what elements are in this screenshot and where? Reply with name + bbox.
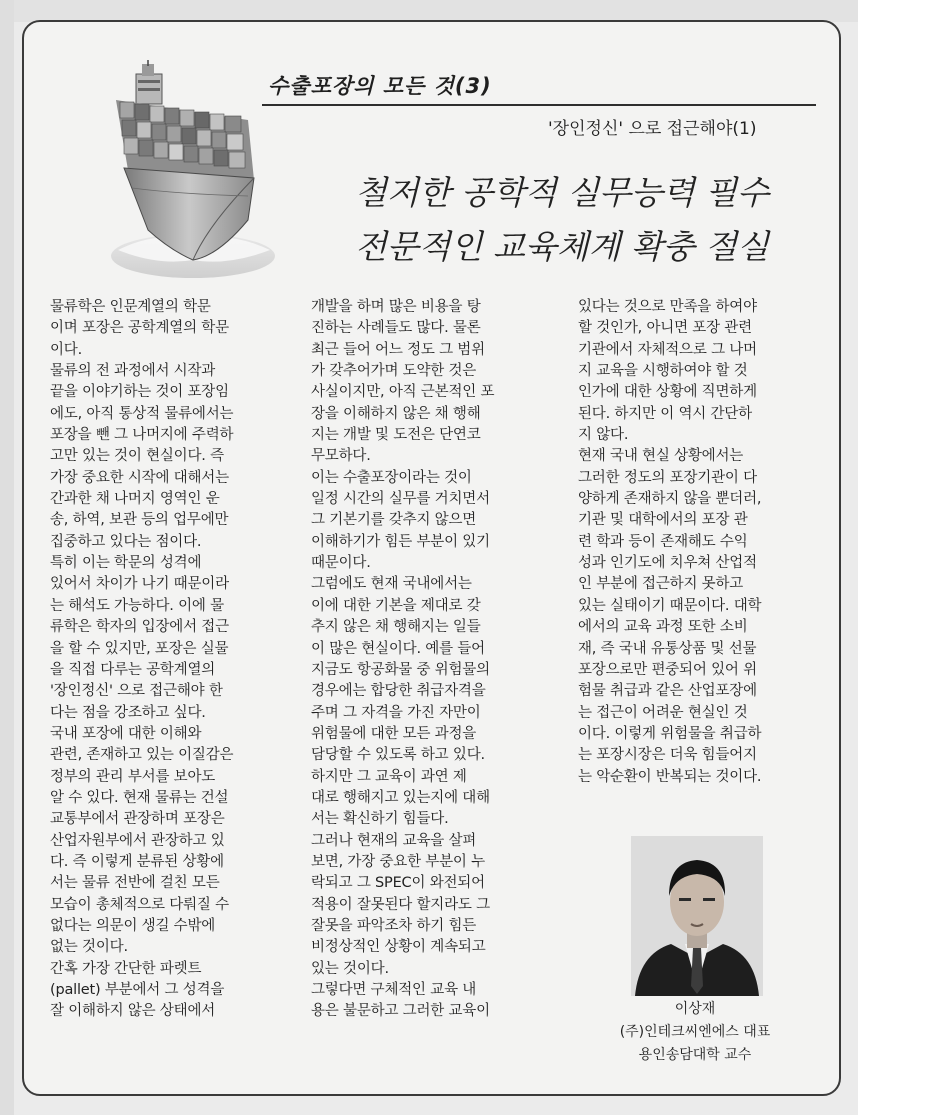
body-text-line: 그렇다면 구체적인 교육 내 [311,982,477,998]
body-text-line: 물류의 전 과정에서 시작과 [50,363,216,380]
body-text-line: 진하는 사례들도 많다. 물론 [311,320,481,337]
body-text-line: 있다는 것으로 만족을 하여야 [578,299,757,315]
body-text-line: 이는 수출포장이라는 것이 [311,469,472,486]
body-text-line: 험물 취급과 같은 산업포장에 [578,683,757,700]
body-text-line: 잘못을 파악조차 하기 힘든 [311,917,477,934]
body-text-line: 개발을 하며 많은 비용을 탕 [311,299,481,315]
body-text-line: 있는 실태이기 때문이다. 대학 [578,597,762,614]
body-text-line: 을 할 수 있지만, 포장은 실물 [50,640,229,657]
author-caption [580,998,810,1067]
body-text-line: 추지 않은 채 행해지는 일들 [311,619,481,636]
body-text-line: 된다. 하지만 이 역시 간단하 [578,405,752,422]
body-text-line: 그럼에도 현재 국내에서는 [311,576,472,593]
author-name: 이상재 [674,1001,716,1017]
body-text-line: 때문이다. [311,555,371,572]
body-text-line: 장을 이해하지 않은 채 행해 [311,405,481,422]
body-text-line: 현재 국내 현실 상황에서는 [578,448,744,465]
body-text-line: 는 악순환이 반복되는 것이다. [578,768,762,785]
body-text-line: 간과한 채 나머지 영역인 운 [50,491,220,508]
headline [312,166,812,274]
header-rule [262,104,816,106]
body-text-line: 지 교육을 시행하여야 할 것 [578,363,748,380]
body-text-line: 알 수 있다. 현재 물류는 건설 [50,789,229,806]
body-text-line: 대로 행해지고 있는지에 대해 [311,789,490,806]
body-text-line: 담당할 수 있도록 하고 있다. [311,747,485,764]
body-text-line: 잘 이해하지 않은 상태에서 [50,1003,216,1020]
body-text-line: 보면, 가장 중요한 부분이 누 [311,853,485,870]
body-text-line: 을 직접 다루는 공학계열의 [50,661,216,678]
body-text-line: 인가에 대한 상황에 직면하게 [578,384,757,401]
body-text-line: 최근 들어 어느 정도 그 범위 [311,341,485,358]
body-text-line: 국내 포장에 대한 이해와 [50,725,202,742]
body-text-line: (pallet) 부분에서 그 성격을 [50,982,225,998]
body-text-line: 교통부에서 관장하며 포장은 [50,811,225,828]
body-text-line: 가장 중요한 시작에 대해서는 [50,469,229,486]
body-column-2 [311,297,536,1023]
body-text-line: 는 해석도 가능하다. 이에 물 [50,597,224,614]
body-text-line: 있는 것이다. [311,960,389,977]
body-text-line: 포장을 뺀 그 나머지에 주력하 [50,427,234,444]
body-text-line: 포장으로만 편중되어 있어 위 [578,661,757,678]
body-text-line: 사실이지만, 아직 근본적인 포 [311,384,495,401]
body-text-line: 일정 시간의 실무를 거치면서 [311,491,490,508]
body-text-line: 재, 즉 국내 유통상품 및 선물 [578,640,757,657]
headline-line: 철저한 공학적 실무능력 필수 [354,173,769,212]
body-text-line: 서는 물류 전반에 걸친 모든 [50,875,220,892]
body-text-line: 적용이 잘못된다 할지라도 그 [311,896,490,913]
body-text-line: 류학은 학자의 입장에서 접근 [50,619,229,636]
body-text-line: 에도, 아직 통상적 물류에서는 [50,405,234,422]
body-column-1 [50,297,275,1023]
body-text-line: 산업자원부에서 관장하고 있 [50,832,225,849]
adjacent-page-bleed [0,0,858,22]
body-text-line: 가 갖추어가며 도약한 것은 [311,363,477,380]
body-text-line: 없다는 의문이 생길 수밖에 [50,917,216,934]
body-text-line: 지금도 항공화물 중 위험물의 [311,661,490,678]
body-text-line: 관련, 존재하고 있는 이질감은 [50,747,234,764]
body-text-line: 그러한 정도의 포장기관이 다 [578,469,757,486]
body-text-line: 는 포장시장은 더욱 힘들어지 [578,747,757,764]
body-text-line: 에서의 교육 과정 또한 소비 [578,619,748,636]
body-text-line: 무모하다. [311,448,371,465]
body-text-line: 집중하고 있다는 점이다. [50,533,202,550]
body-text-line: 이다. [50,341,83,358]
body-text-line: 인 부분에 접근하지 못하고 [578,576,744,593]
series-title: 수출포장의 모든 것(3) [268,74,492,98]
body-text-line: 기관에서 자체적으로 그 나머 [578,341,757,358]
body-text-line: 없는 것이다. [50,939,128,956]
body-text-line: 있어서 차이가 나기 때문이라 [50,576,229,593]
body-text-line: 간혹 가장 간단한 파렛트 [50,960,202,977]
body-text-line: 끝을 이야기하는 것이 포장임 [50,384,229,401]
body-text-line: 주며 그 자격을 가진 자만이 [311,704,481,721]
body-text-line: 다는 점을 강조하고 싶다. [50,704,206,721]
body-text-line: 용은 불문하고 그러한 교육이 [311,1003,490,1020]
body-text-line: 이에 대한 기본을 제대로 갖 [311,597,481,614]
body-text-line: 송, 하역, 보관 등의 업무에만 [50,512,229,529]
body-text-line: 지는 개발 및 도전은 단연코 [311,427,481,444]
body-text-line: 이해하기가 힘든 부분이 있기 [311,533,490,550]
body-text-line: 특히 이는 학문의 성격에 [50,555,202,572]
body-text-line: 비정상적인 상황이 계속되고 [311,939,486,956]
body-text-line: 할 것인가, 아니면 포장 관련 [578,320,752,337]
body-text-line: 물류학은 인문계열의 학문 [50,299,211,315]
body-column-3 [578,297,803,788]
body-text-line: 고만 있는 것이 현실이다. 즉 [50,448,224,465]
body-text-line: 성과 인기도에 치우쳐 산업적 [578,555,757,572]
page-edge-shadow [0,0,14,1115]
body-text-line: 지 않다. [578,427,629,444]
body-text-line: 서는 확신하기 힘들다. [311,811,449,828]
container-ship-illustration [98,60,278,282]
body-text-line: '장인정신' 으로 접근해야 한 [50,683,223,700]
body-text-line: 그 기본기를 갖추지 않으면 [311,512,477,529]
body-text-line: 련 학과 등이 존재해도 수익 [578,533,748,550]
body-text-line: 정부의 관리 부서를 보아도 [50,768,216,785]
headline-line: 전문적인 교육체계 확충 절실 [354,227,769,266]
body-text-line: 경우에는 합당한 취급자격을 [311,683,486,700]
body-text-line: 모습이 총체적으로 다뤄질 수 [50,896,229,913]
body-text-line: 이 많은 현실이다. 예를 들어 [311,640,485,657]
body-text-line: 위험물에 대한 모든 과정을 [311,725,477,742]
author-title: 용인송담대학 교수 [638,1047,752,1063]
author-affiliation: (주)인테크씨엔에스 대표 [619,1024,771,1040]
body-text-line: 그러나 현재의 교육을 살펴 [311,832,477,849]
body-text-line: 다. 즉 이렇게 분류된 상황에 [50,853,224,870]
body-text-line: 하지만 그 교육이 과연 제 [311,768,467,785]
body-text-line: 이며 포장은 공학계열의 학문 [50,320,229,337]
body-text-line: 양하게 존재하지 않을 뿐더러, [578,491,762,508]
sub-title: '장인정신' 으로 접근해야(1) [548,119,757,139]
body-text-line: 락되고 그 SPEC이 와전되어 [311,875,485,892]
body-text-line: 는 접근이 어려운 현실인 것 [578,704,748,721]
body-text-line: 이다. 이렇게 위험물을 취급하 [578,725,762,742]
author-portrait [631,836,763,996]
body-text-line: 기관 및 대학에서의 포장 관 [578,512,748,529]
